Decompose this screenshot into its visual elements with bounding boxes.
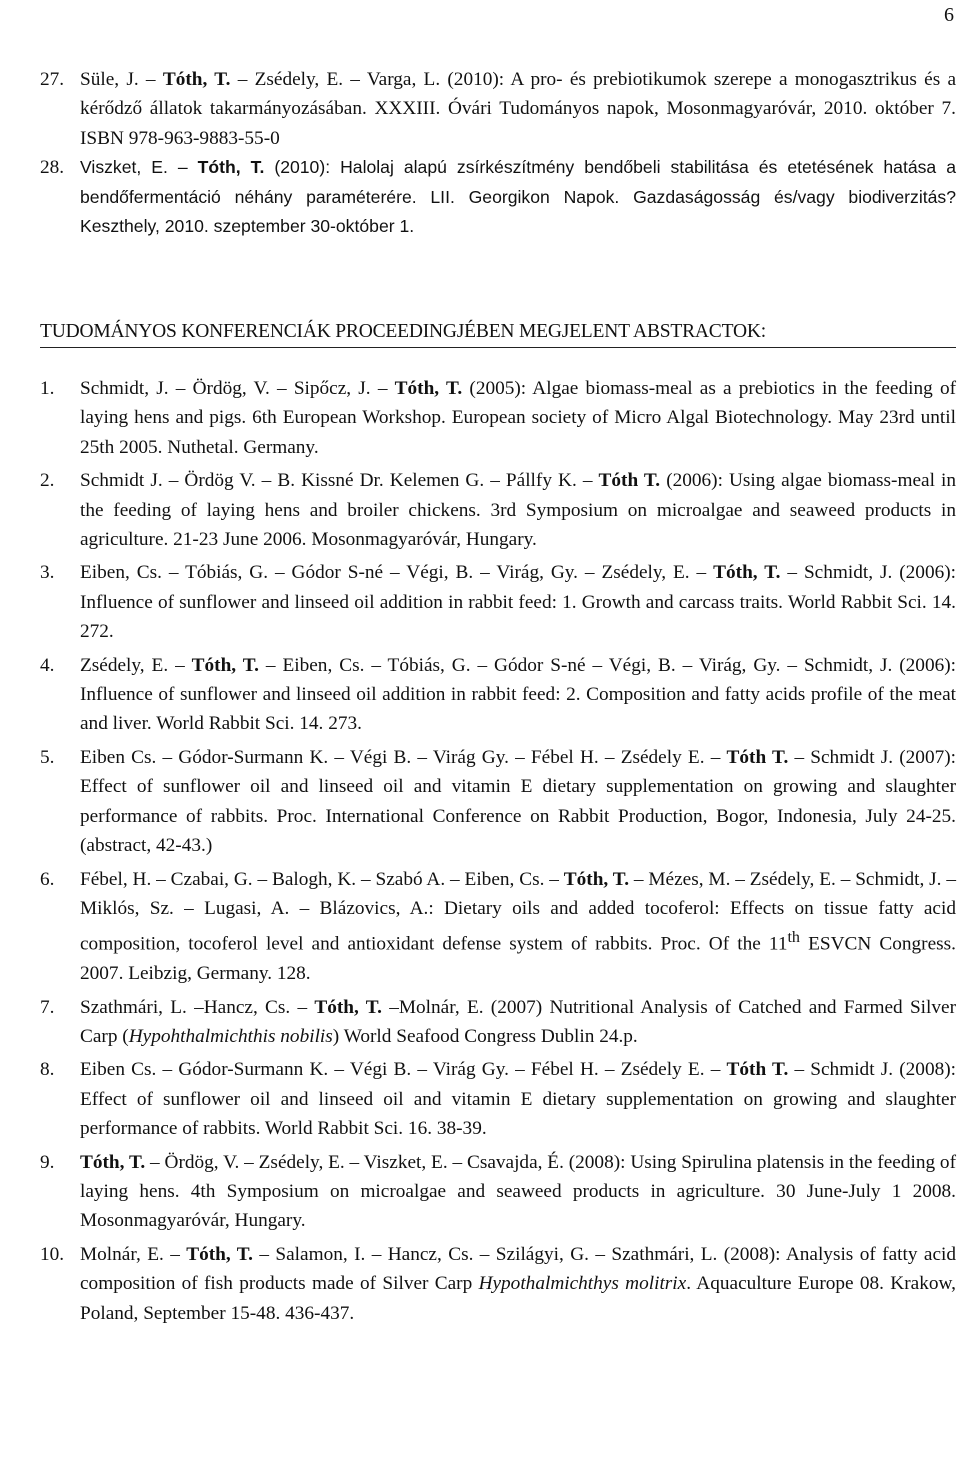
list-item — [40, 466, 956, 554]
item-number: 27. — [40, 69, 65, 90]
list-item — [40, 558, 956, 646]
species-name: Hypothalmichthys molitrix — [478, 1273, 687, 1295]
item-text: Molnár, E. – Tóth, T. – Salamon, I. – Hancz, Cs. – Szilágyi, G. – Szathmári, L. (2008): Analysis of fatty acid composition of fish products made of Silver Carp Hypothalmichthys molitrix. Aquaculture Europe 08. Krakow, Poland, September 15-48. 436-437. — [80, 1243, 956, 1324]
section-heading: TUDOMÁNYOS KONFERENCIÁK PROCEEDINGJÉBEN MEGJELENT ABSTRACTOK: — [40, 321, 956, 348]
item-text: Schmidt J. – Ördög V. – B. Kissné Dr. Kelemen G. – Pállfy K. – Tóth T. (2006): Using algae biomass-meal in the feeding of laying hens and broiler chickens. 3rd Symposium on microalgae and seaweed products in agriculture. 21-23 June 2006. Mosonmagyaróvár, Hungary. — [80, 470, 956, 551]
list-item — [40, 374, 956, 462]
item-number: 2. — [40, 470, 55, 492]
species-name: Hypohthalmichthis nobilis — [128, 1025, 333, 1047]
item-number: 4. — [40, 654, 55, 676]
author-highlight: Tóth, T. — [563, 868, 630, 890]
author-highlight: Tóth, T. — [713, 562, 781, 584]
page-number: 6 — [944, 4, 954, 26]
list-item — [40, 1148, 956, 1236]
item-text: Eiben, Cs. – Tóbiás, G. – Gódor S-né – Végi, B. – Virág, Gy. – Zsédely, E. – Tóth, T. – Schmidt, J. (2006): Influence of sunflower and linseed oil addition in rabbit feed: 1. Growth and carcass traits. World Rabbit Sci. 14. 272. — [80, 562, 957, 643]
item-text: Eiben Cs. – Gódor-Surmann K. – Végi B. – Virág Gy. – Fébel H. – Zsédely E. – Tóth T. – Schmidt J. (2007): Effect of sunflower oil and linseed oil and vitamin E dietary supplementation on growing and slaughter performance of rabbits. Proc. International Conference on Rabbit Production, Bogor, Indonesia, July 24-25. (abstract, 42-43.) — [80, 746, 956, 857]
author-highlight: Tóth, T. — [162, 69, 231, 90]
list-item — [40, 153, 956, 241]
item-number: 7. — [40, 996, 55, 1018]
list-item — [40, 743, 956, 861]
item-number: 9. — [40, 1151, 55, 1173]
item-text: Zsédely, E. – Tóth, T. – Eiben, Cs. – Tóbiás, G. – Gódor S-né – Végi, B. – Virág, Gy. – Schmidt, J. (2006): Influence of sunflower and linseed oil addition in rabbit feed: 2. Composition and fatty acids profile of the meat and liver. World Rabbit Sci. 14. 273. — [80, 654, 957, 735]
superscript: th — [787, 929, 800, 947]
item-text: Szathmári, L. –Hancz, Cs. – Tóth, T. –Molnár, E. (2007) Nutritional Analysis of Catched and Farmed Silver Carp (Hypohthalmichthis nobilis) World Seafood Congress Dublin 24.p. — [80, 996, 957, 1047]
item-number: 28. — [40, 157, 65, 179]
list-item — [40, 65, 956, 153]
author-highlight: Tóth T. — [726, 1059, 789, 1081]
author-highlight: Tóth, T. — [197, 157, 265, 178]
list-item — [40, 651, 956, 739]
item-number: 1. — [40, 378, 55, 399]
item-text: Schmidt, J. – Ördög, V. – Sipőcz, J. – Tóth, T. (2005): Algae biomass-meal as a prebiotics in the feeding of laying hens and pigs. 6th European Workshop. European society of Micro Algal Biotechnology. May 23rd until 25th 2005. Nuthetal. Germany. — [80, 378, 957, 458]
item-number: 5. — [40, 746, 55, 768]
list-item — [40, 865, 956, 989]
author-highlight: Tóth, T. — [314, 996, 382, 1018]
item-text: Süle, J. – Tóth, T. – Zsédely, E. – Varga, L. (2010): A pro- és prebiotikumok szerepe a monogasztrikus és a kérődző állatok takarmányozásában. XXXIII. Óvári Tudományos napok, Mosonmagyaróvár, 2010. október 7. ISBN 978-963-9883-55-0 — [80, 69, 957, 149]
item-number: 3. — [40, 562, 55, 584]
abstracts-list — [40, 374, 956, 1328]
author-highlight: Tóth T. — [598, 470, 661, 492]
author-highlight: Tóth, T. — [191, 654, 259, 676]
item-text: Viszket, E. – Tóth, T. (2010): Halolaj alapú zsírkészítmény bendőbeli stabilitása és etetésének hatása a bendőfermentáció néhány paraméterére. LII. Georgikon Napok. Gazdaságosság és/vagy biodiverzitás? Keszthely, 2010. szeptember 30-október 1. — [80, 157, 956, 237]
author-highlight: Tóth, T. — [186, 1243, 253, 1265]
item-number: 8. — [40, 1059, 55, 1081]
publication-list-continued — [40, 65, 956, 241]
item-text: Tóth, T. – Ördög, V. – Zsédely, E. – Viszket, E. – Csavajda, É. (2008): Using Spirulina platensis in the feeding of laying hens. 4th Symposium on microalgae and seaweed products in agriculture. 30 June-July 1 2008. Mosonmagyaróvár, Hungary. — [80, 1151, 956, 1232]
list-item — [40, 1240, 956, 1328]
item-text: Eiben Cs. – Gódor-Surmann K. – Végi B. – Virág Gy. – Fébel H. – Zsédely E. – Tóth T. – Schmidt J. (2008): Effect of sunflower oil and linseed oil and vitamin E dietary supplementation on growing and slaughter performance of rabbits. World Rabbit Sci. 16. 38-39. — [80, 1059, 956, 1140]
author-highlight: Tóth, T. — [80, 1151, 146, 1173]
item-number: 6. — [40, 868, 55, 890]
author-highlight: Tóth T. — [726, 746, 789, 768]
author-highlight: Tóth, T. — [394, 378, 463, 399]
item-text: Fébel, H. – Czabai, G. – Balogh, K. – Szabó A. – Eiben, Cs. – Tóth, T. – Mézes, M. – Zsédely, E. – Schmidt, J. – Miklós, Sz. – Lugasi, A. – Blázovics, A.: Dietary oils and added tocoferol: Effects on tissue fatty acid composition, tocoferol level and antioxidant defense system of rabbits. Proc. Of the 11th ESVCN Congress. 2007. Leibzig, Germany. 128. — [80, 868, 957, 985]
list-item — [40, 1055, 956, 1143]
list-item — [40, 993, 956, 1052]
item-number: 10. — [40, 1243, 65, 1265]
